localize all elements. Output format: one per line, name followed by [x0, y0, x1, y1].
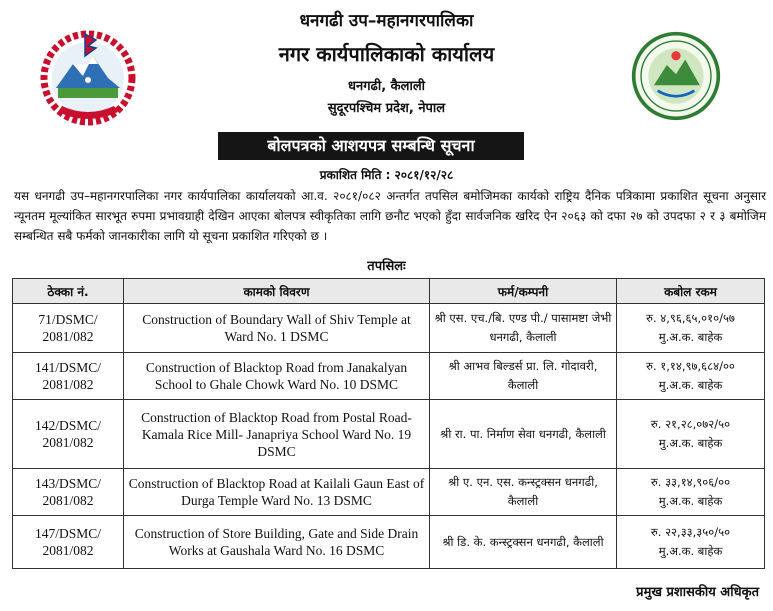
province-name: सुदूरपश्चिम प्रदेश, नेपाल — [327, 101, 446, 116]
description-cell: Construction of Blacktop Road from Janakalyan School to Ghale Chowk Ward No. 10 DSMC — [124, 353, 430, 400]
city-name: धनगढी, कैलाली — [347, 79, 426, 94]
header-contract-no: ठेक्का नं. — [13, 279, 124, 304]
contract-no-cell: 147/DSMC/ 2081/082 — [13, 516, 124, 569]
table-row — [13, 304, 765, 353]
notice-title-banner: बोलपत्रको आशयपत्र सम्बन्धि सूचना — [218, 132, 524, 160]
header-description: कामको विवरण — [124, 279, 430, 304]
vat-note: मु.अ.क. बाहेक — [658, 544, 723, 558]
amount-value: रु. १,१४,९७,६८४/०० — [646, 359, 735, 373]
vat-note: मु.अ.क. बाहेक — [658, 378, 723, 392]
firm-cell: श्री डि. के. कन्स्ट्रक्सन धनगढी, कैलाली — [430, 516, 617, 569]
table-row — [13, 400, 765, 469]
vat-note: मु.अ.क. बाहेक — [658, 330, 723, 344]
contract-no-cell: 71/DSMC/ 2081/082 — [13, 304, 124, 353]
amount-cell — [617, 304, 765, 353]
amount-value: रु. ३३,१४,९०६/०० — [650, 475, 731, 489]
description-cell: Construction of Blacktop Road from Postal Road- Kamala Rice Mill- Janapriya School Ward No. 19 DSMC — [124, 400, 430, 469]
amount-cell — [617, 400, 765, 469]
header-firm: फर्म/कम्पनी — [430, 279, 617, 304]
description-cell: Construction of Blacktop Road at Kailali Gaun East of Durga Temple Ward No. 13 DSMC — [124, 469, 430, 516]
notice-paragraph: यस धनगढी उप–महानगरपालिका नगर कार्यपालिका कार्यालयको आ.व. २०८१/०८२ अन्तर्गत तपसिल बमोजिमका कार्यको राष्ट्रिय दैनिक पत्रिकामा प्रकाशित सूचना अनुसार न्यूनतम मूल्यांकित सारभूत रुपमा प्रभावग्राही देखिन आएका बोलपत्र स्वीकृतिका लागि छनौट भएको हुँदा सार्वजनिक खरिद ऐन २०६३ को दफा २७ को उपदफा २ र ३ बमोजिम सम्बन्धित सबै फर्मको जानकारीका लागि यो सूचना प्रकाशित गरिएको छ । — [14, 189, 766, 243]
amount-value: रु. २१,२८,०७२/५० — [650, 417, 731, 431]
contract-no-cell: 143/DSMC/ 2081/082 — [13, 469, 124, 516]
amount-cell — [617, 353, 765, 400]
publication-date: प्रकाशित मिति : २०८१/१२/२८ — [319, 168, 454, 182]
firm-cell: श्री एस. एच./बि. एण्ड पी./ पासामष्टा जेभी धनगढी, कैलाली — [430, 304, 617, 353]
office-name: नगर कार्यपालिकाको कार्यालय — [278, 42, 495, 66]
vat-note: मु.अ.क. बाहेक — [658, 436, 723, 450]
table-row — [13, 353, 765, 400]
amount-cell — [617, 469, 765, 516]
table-row — [13, 516, 765, 569]
amount-cell — [617, 516, 765, 569]
firm-cell: श्री ए. एन. एस. कन्स्ट्रक्सन धनगढी, कैलाली — [430, 469, 617, 516]
amount-value: रु. २२,३३,३५०/५० — [650, 525, 731, 539]
contract-no-cell: 142/DSMC/ 2081/082 — [13, 400, 124, 469]
schedule-label: तपसिलः — [367, 259, 406, 274]
signatory-title: प्रमुख प्रशासकीय अधिकृत — [636, 585, 759, 600]
header-amount: कबोल रकम — [617, 279, 765, 304]
table-header-row — [13, 279, 765, 304]
firm-cell: श्री आभव बिल्डर्स प्रा. लि. गोदावरी, कैलाली — [430, 353, 617, 400]
firm-cell: श्री रा. पा. निर्माण सेवा धनगढी, कैलाली — [430, 400, 617, 469]
municipality-name: धनगढी उप–महानगरपालिका — [299, 11, 474, 31]
description-cell: Construction of Boundary Wall of Shiv Temple at Ward No. 1 DSMC — [124, 304, 430, 353]
table-row — [13, 469, 765, 516]
contracts-table — [12, 278, 765, 569]
description-cell: Construction of Store Building, Gate and Side Drain Works at Gaushala Ward No. 16 DSMC — [124, 516, 430, 569]
vat-note: मु.अ.क. बाहेक — [658, 494, 723, 508]
amount-value: रु. ४,९६,६५,०१०/५७ — [646, 311, 735, 325]
contract-no-cell: 141/DSMC/ 2081/082 — [13, 353, 124, 400]
